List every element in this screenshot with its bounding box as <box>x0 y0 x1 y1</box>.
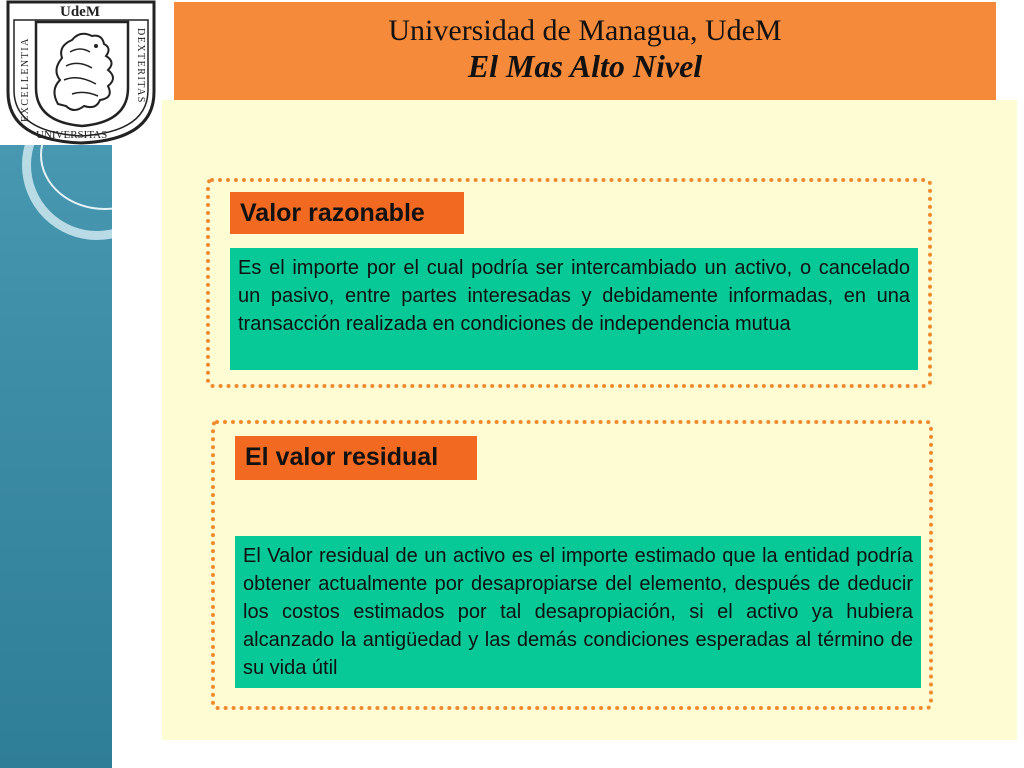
logo-left-text: EXCELLENTIA <box>20 37 31 122</box>
section-heading: El valor residual <box>235 436 477 480</box>
section-definition: El Valor residual de un activo es el importe estimado que la entidad podría obtener actualmente por desapropiarse del elemento, después de deducir los costos estimados por tal desapropiación, si el activo ya hubiera alcanzado la antigüedad y las demás condiciones esperadas al término de su vida útil <box>235 536 921 688</box>
page-title: Universidad de Managua, UdeM <box>388 14 782 47</box>
logo-top-text: UdeM <box>60 4 100 20</box>
header-banner <box>174 2 996 100</box>
section-valor-razonable <box>206 178 932 388</box>
logo-right-text: DEXTERITAS <box>135 28 146 104</box>
page-subtitle: El Mas Alto Nivel <box>467 48 703 84</box>
logo-bottom-text: UNIVERSITAS <box>36 129 108 141</box>
udem-logo <box>0 0 162 145</box>
lion-crest-icon <box>0 0 162 145</box>
content-area <box>162 100 1017 740</box>
section-heading: Valor razonable <box>230 192 464 234</box>
section-definition: Es el importe por el cual podría ser intercambiado un activo, o cancelado un pasivo, entre partes interesadas y debidamente informadas, en una transacción realizada en condiciones de independencia mutua <box>230 248 918 370</box>
section-valor-residual <box>211 420 933 710</box>
